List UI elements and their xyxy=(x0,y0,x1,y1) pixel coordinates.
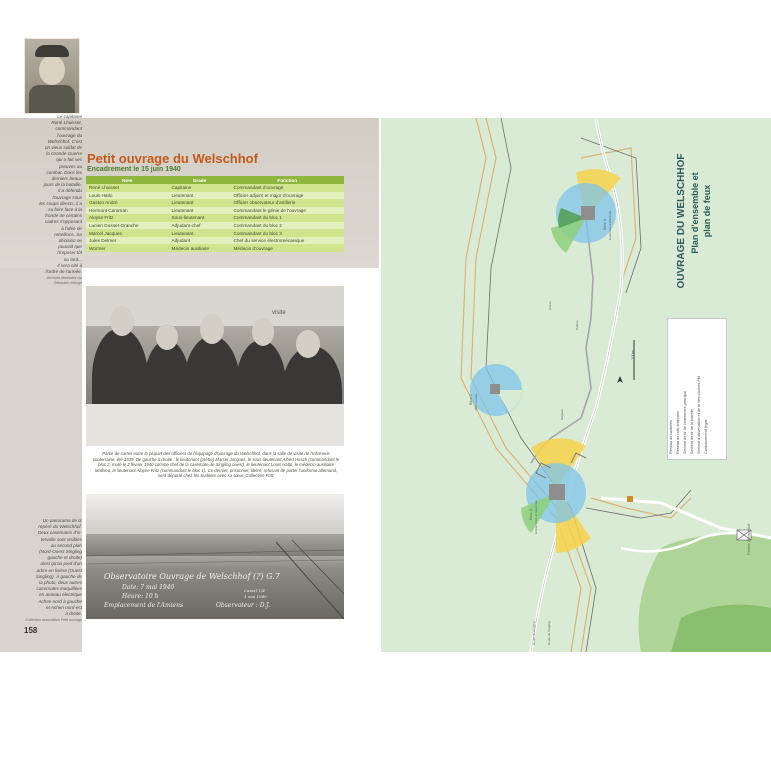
crew-table-header xyxy=(86,176,344,184)
bloc3-label: Bloc 3 xyxy=(602,218,607,230)
crew-function-cell: Officier observateur d'artillerie xyxy=(230,199,344,207)
page-title: Petit ouvrage du Welschhof xyxy=(87,151,258,166)
photo-sign: visite xyxy=(272,310,286,316)
light-camp-marker xyxy=(627,496,633,502)
bloc1-structure xyxy=(549,484,565,500)
portrait-caption-column xyxy=(24,114,82,623)
crew-grade-cell: Lieutenant xyxy=(169,199,231,207)
panorama-handwriting-small: 1 mai 1940 xyxy=(244,594,267,599)
panorama-handwriting-observer: Observateur : D.J. xyxy=(216,602,271,609)
crew-table-row xyxy=(86,229,344,237)
panorama-credit: Collection association Petit ouvrage xyxy=(25,618,82,623)
panorama-handwriting-place: Emplacement de l'Amiens xyxy=(104,602,184,609)
crew-table-row xyxy=(86,184,344,192)
crew-table-row xyxy=(86,214,344,222)
column-header-grade: Grade xyxy=(169,176,231,184)
officer-head xyxy=(296,330,320,358)
officers-photo-caption: Partie de cartes entre la plupart des officiers de l'équipage d'ouvrage du Welschhof, dans la salle de visite de l'infirmerie souterraine, été 1939. De gauche à droite : le lieutenant (prêtre) Marcel Jacques, le sous-lieutenant Albert Hirsch (commandant le bloc 2, muté le 2 février 1940 comme chef de la casemate de Singling ouest), le lieutenant Louis Hatlo, le médecin-auxiliaire Mathieu, le lieutenant Aloyse Fritz (commandant le bloc 1). Ce dernier, prisonnier, libéré, refusant de porter l'uniforme allemand, sera déporté chez les Sudètes avec sa sœur. Collection Fritz xyxy=(92,451,340,479)
crew-grade-cell: Médecin auxiliaire xyxy=(169,244,231,252)
portrait-face xyxy=(39,55,65,85)
panorama-caption-text: Un panorama de tir repéré du Welschhof. Deux casemates d'in- tervalle sont visibles au second plan (Nord-Ouest Singling gauche et droite) ainsi qu'au pied d'un arbre en lisière (Ouest Singling). À gauche de la photo, deux autres casemates maquillées en anneau électrique Achen nord à gauche et Achen nord-est à droite. xyxy=(35,518,82,617)
magasin-label: Magasin xyxy=(560,408,564,420)
crew-grade-cell: Lieutenant xyxy=(169,192,231,200)
scale-label: 100m xyxy=(630,349,635,360)
column-header-fonction: Fonction xyxy=(230,176,344,184)
legend-item: Secteur de tir de l'armement principal xyxy=(683,391,687,454)
crew-function-cell: Médecin d'ouvrage xyxy=(230,244,344,252)
crew-function-cell: Chef du service électromécanique xyxy=(230,237,344,245)
panorama-handwriting-title: Observatoire Ouvrage de Welschhof (?) G.7 xyxy=(104,572,280,581)
crew-function-cell: Commandant du bloc 3 xyxy=(230,229,344,237)
officer-head xyxy=(110,306,134,336)
crew-function-cell: Commandant du bloc 2 xyxy=(230,222,344,230)
bloc1-sublabel: Entrée mixte et casemate xyxy=(534,499,538,534)
crew-name-cell: Wormer xyxy=(86,244,169,252)
map-subtitle: plan de feux xyxy=(702,184,712,238)
legend-item: Secteur d'observation et de tir des cloches FM xyxy=(697,376,701,454)
crew-function-cell: Officier adjoint et major d'ouvrage xyxy=(230,192,344,200)
crew-name-cell: Gaston André xyxy=(86,199,169,207)
bloc3-sublabel: Casemate d'infanterie xyxy=(608,210,612,240)
legend-item: Secteur de tir de la tourelle xyxy=(690,408,694,454)
panorama-caption xyxy=(24,518,82,623)
map-subtitle: Plan d'ensemble et xyxy=(690,172,700,254)
panorama-photo xyxy=(86,494,344,619)
panorama-handwriting-time: Heure: 10 h xyxy=(122,593,159,600)
road-label: Route de Singling xyxy=(532,621,536,645)
crew-table xyxy=(86,176,344,252)
crew-name-cell: Louis Hatlo xyxy=(86,192,169,200)
crew-function-cell: Commandant du bloc 1 xyxy=(230,214,344,222)
crew-grade-cell: Lieutenant xyxy=(169,207,231,215)
bloc2-structure xyxy=(490,384,500,394)
bloc2-label: Bloc 2 xyxy=(468,393,473,405)
crew-function-cell: Commandant le génie de l'ouvrage xyxy=(230,207,344,215)
crew-name-cell: Lucien Gosset-Granche xyxy=(86,222,169,230)
officer-head xyxy=(200,314,224,344)
card-table xyxy=(86,404,344,446)
bloc2-sublabel: Bloc tourelle xyxy=(474,393,478,410)
crew-name-cell: Hermont Caraman xyxy=(86,207,169,215)
crew-table-row xyxy=(86,207,344,215)
underground-gallery xyxy=(531,218,593,463)
officer-head xyxy=(156,324,178,350)
crew-function-cell: Commandant d'ouvrage xyxy=(230,184,344,192)
crew-grade-cell: Capitaine xyxy=(169,184,231,192)
entree-label: Entrée xyxy=(548,301,552,310)
crew-name-cell: Jules Delmer xyxy=(86,237,169,245)
crew-grade-cell: Lieutenant xyxy=(169,229,231,237)
portrait-caption: Le capitaine René Lhuisset, commandant l'ouvrage du Welschhof. C'est un vieux soldat de la Grande Guerre qui a fait ses preuves au combat. Dans les derniers beaux jours de la bataille, il a défendu l'ouvrage sous les coups directs, il a su faire face à la fronde de certains cadres s'opposant à l'idée de rebellions. Sa décision ne pouvait que l'imposer tôt ou tard... Il sera cité à l'ordre de l'armée. xyxy=(39,114,82,275)
crew-table-row xyxy=(86,244,344,252)
farm-label: Ferme Welschhof xyxy=(746,523,751,555)
bloc3-structure xyxy=(581,206,595,220)
portrait-uniform xyxy=(29,85,75,114)
legend-item: Réseau de barbelés xyxy=(669,420,673,454)
bloc1-label: Bloc 1 xyxy=(528,508,533,520)
legend-item: Cantonnement léger xyxy=(704,419,708,454)
crew-table-body xyxy=(86,184,344,252)
road-label: Route de Singling xyxy=(547,621,551,645)
crew-grade-cell: Adjudant xyxy=(169,237,231,245)
crew-table-row xyxy=(86,199,344,207)
legend-item: Réseau de rails antichars xyxy=(676,411,680,454)
panorama-handwriting-date: Date: 7 mai 1940 xyxy=(122,584,175,591)
captain-portrait xyxy=(24,38,80,114)
crew-table-row xyxy=(86,237,344,245)
panorama-handwriting-small: Cassel 1/4 xyxy=(244,588,265,593)
crew-name-cell: Marcel Jacques xyxy=(86,229,169,237)
crew-grade-cell: Sous-lieutenant xyxy=(169,214,231,222)
crew-name-cell: Aloyse Fritz xyxy=(86,214,169,222)
portrait-credit: Archives familiales via Sébastien Arbogé xyxy=(46,276,82,285)
crew-grade-cell: Adjudant-chef xyxy=(169,222,231,230)
crew-table-row xyxy=(86,192,344,200)
page-subtitle: Encadrement le 15 juin 1940 xyxy=(87,166,181,173)
column-header-nom: Nom xyxy=(86,176,169,184)
officer-head xyxy=(252,318,274,346)
north-arrow-icon xyxy=(617,376,623,383)
page-number: 158 xyxy=(24,626,38,635)
crew-name-cell: René Lhuisset xyxy=(86,184,169,192)
officers-card-game-photo xyxy=(86,286,344,446)
map-title: OUVRAGE DU WELSCHHOF xyxy=(676,153,687,289)
galerie-label: Galerie xyxy=(575,320,579,330)
panorama-field-lines xyxy=(86,494,344,619)
crew-table-row xyxy=(86,222,344,230)
portrait-cap xyxy=(35,45,69,57)
